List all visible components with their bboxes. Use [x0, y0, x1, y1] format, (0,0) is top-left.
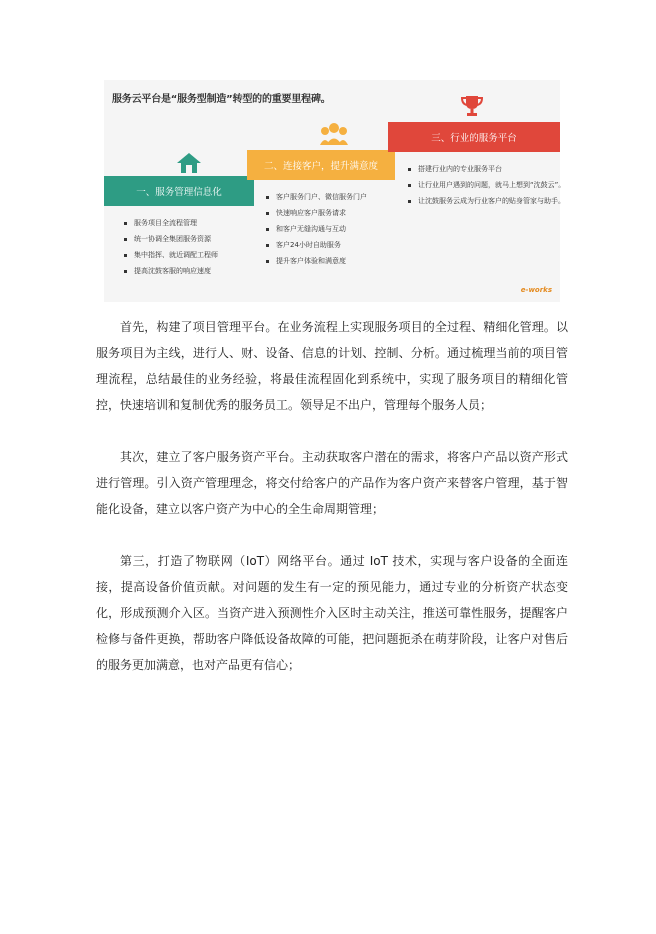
- bullet-item: 让行业用户遇到的问题，就马上想到“沈鼓云”。: [408, 180, 566, 190]
- bullet-item: 提升客户体验和满意度: [266, 256, 367, 266]
- bullet-item: 客户24小时自助服务: [266, 240, 367, 250]
- stage-2-bullets: [266, 192, 367, 272]
- stage-1-bullets: [124, 218, 218, 282]
- eworks-logo: e-works: [520, 286, 552, 294]
- bullet-item: 搭建行业内的专业服务平台: [408, 164, 566, 174]
- stage-3-bullets: [408, 164, 566, 212]
- bullet-item: 统一协调全集团服务资源: [124, 234, 218, 244]
- stage-3-banner: 三、行业的服务平台: [388, 122, 560, 152]
- stage-1-banner: 一、服务管理信息化: [104, 176, 254, 206]
- paragraph-3: 第三，打造了物联网（IoT）网络平台。通过 IoT 技术，实现与客户设备的全面连接，提高设备价值贡献。对问题的发生有一定的预见能力，通过专业的分析资产状态变化，形成预测介入区。当资产进入预测性介入区时主动关注，推送可靠性服务，提醒客户检修与备件更换，帮助客户降低设备故障的可能，把问题扼杀在萌芽阶段，让客户对售后的服务更加满意，也对产品更有信心；: [96, 554, 568, 672]
- trophy-icon: [460, 94, 484, 118]
- paragraph-1: 首先，构建了项目管理平台。在业务流程上实现服务项目的全过程、精细化管理。以服务项目为主线，进行人、财、设备、信息的计划、控制、分析。通过梳理当前的项目管理流程，总结最佳的业务经验，将最佳流程固化到系统中，实现了服务项目的精细化管控，快速培训和复制优秀的服务员工。领导足不出户，管理每个服务人员；: [96, 320, 568, 412]
- figure-image: [104, 80, 566, 302]
- bullet-item: 和客户无缝沟通与互动: [266, 224, 367, 234]
- bullet-item: 客户服务门户、微信服务门户: [266, 192, 367, 202]
- bullet-item: 集中指挥、就近调配工程师: [124, 250, 218, 260]
- figure-title: 服务云平台是“服务型制造”转型的的重要里程碑。: [112, 94, 331, 105]
- bullet-item: 服务项目全流程管理: [124, 218, 218, 228]
- bullet-item: 让沈鼓服务云成为行业客户的贴身管家与助手。: [408, 196, 566, 206]
- bullet-item: 提高沈鼓客服的响应速度: [124, 266, 218, 276]
- house-icon: [176, 152, 202, 174]
- stage-2-banner: 二、连接客户，提升满意度: [247, 150, 395, 180]
- bullet-item: 快速响应客户服务请求: [266, 208, 367, 218]
- people-icon: [320, 122, 348, 146]
- paragraph-2: 其次，建立了客户服务资产平台。主动获取客户潜在的需求，将客户产品以资产形式进行管理。引入资产管理理念，将交付给客户的产品作为客户资产来替客户管理，基于智能化设备，建立以客户资产为中心的全生命周期管理；: [96, 450, 568, 516]
